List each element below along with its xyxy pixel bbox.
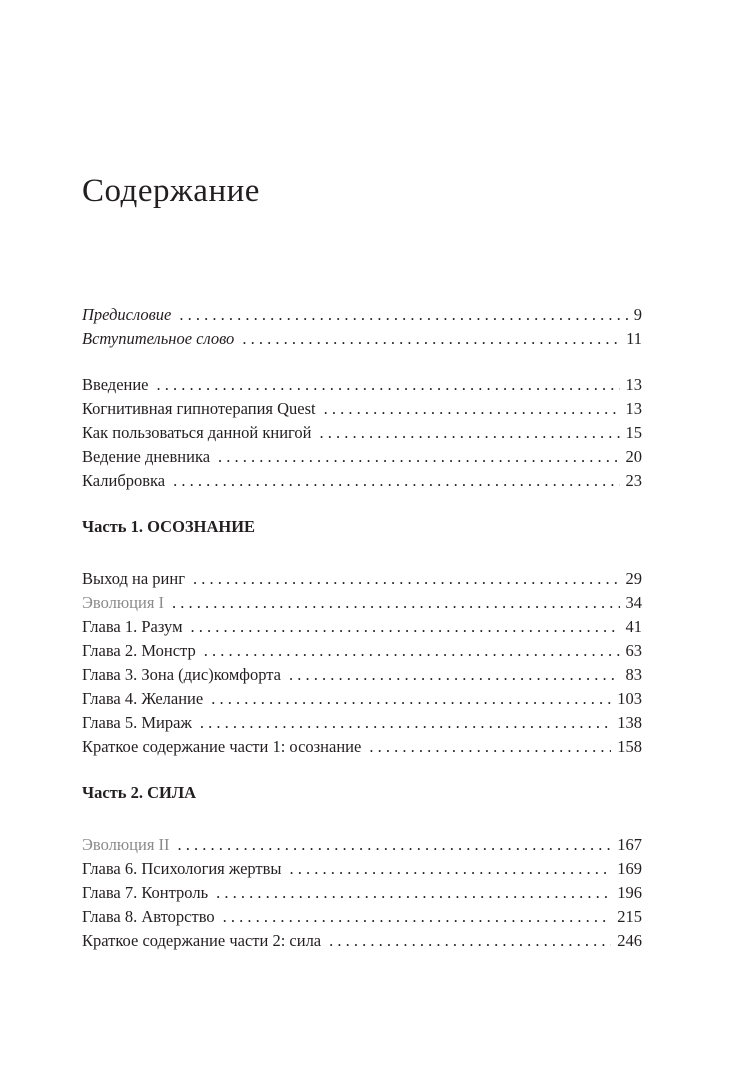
dot-leader xyxy=(173,469,619,493)
toc-entry-label: Эволюция II xyxy=(82,835,170,854)
dot-leader xyxy=(223,905,612,929)
dot-leader xyxy=(320,421,620,445)
toc-entry[interactable] xyxy=(82,591,642,615)
intro-list xyxy=(82,373,642,493)
page-title: Содержание xyxy=(82,173,260,209)
toc-entry-page: 167 xyxy=(617,835,642,854)
dot-leader xyxy=(211,687,611,711)
dot-leader xyxy=(204,639,620,663)
toc-entry-page: 13 xyxy=(625,399,642,418)
dot-leader xyxy=(216,881,611,905)
toc-entry-label: Выход на ринг xyxy=(82,569,185,588)
toc-entry-page: 169 xyxy=(617,859,642,878)
dot-leader xyxy=(369,735,611,759)
dot-leader xyxy=(289,663,620,687)
toc-entry-page: 29 xyxy=(625,569,642,588)
part-2-heading: Часть 2. СИЛА xyxy=(82,783,197,802)
toc-entry[interactable] xyxy=(82,929,642,953)
toc-entry[interactable] xyxy=(82,639,642,663)
toc-entry[interactable] xyxy=(82,711,642,735)
toc-entry-page: 9 xyxy=(633,305,642,324)
toc-entry-page: 103 xyxy=(617,689,642,708)
toc-entry-label: Глава 1. Разум xyxy=(82,617,183,636)
toc-entry[interactable] xyxy=(82,881,642,905)
toc-entry[interactable] xyxy=(82,615,642,639)
part-2-list xyxy=(82,833,642,953)
toc-entry-label: Краткое содержание части 1: осознание xyxy=(82,737,362,756)
toc-entry-page: 83 xyxy=(625,665,642,684)
dot-leader xyxy=(329,929,611,953)
dot-leader xyxy=(290,857,612,881)
toc-entry[interactable] xyxy=(82,469,642,493)
toc-entry-label: Глава 7. Контроль xyxy=(82,883,209,902)
dot-leader xyxy=(218,445,619,469)
dot-leader xyxy=(179,303,627,327)
toc-entry-label: Глава 8. Авторство xyxy=(82,907,215,926)
toc-entry-page: 246 xyxy=(617,931,642,950)
toc-entry-label: Когнитивная гипнотерапия Quest xyxy=(82,399,316,418)
toc-entry-page: 20 xyxy=(625,447,642,466)
toc-entry-label: Как пользоваться данной книгой xyxy=(82,423,312,442)
dot-leader xyxy=(324,397,620,421)
dot-leader xyxy=(193,567,620,591)
toc-entry[interactable] xyxy=(82,445,642,469)
toc-entry-label: Глава 3. Зона (дис)комфорта xyxy=(82,665,281,684)
front-matter-list xyxy=(82,303,642,351)
toc-entry-label: Предисловие xyxy=(82,305,172,324)
toc-entry[interactable] xyxy=(82,397,642,421)
dot-leader xyxy=(242,327,620,351)
toc-entry[interactable] xyxy=(82,663,642,687)
dot-leader xyxy=(172,591,619,615)
toc-entry-label: Калибровка xyxy=(82,471,166,490)
part-1-heading: Часть 1. ОСОЗНАНИЕ xyxy=(82,517,256,536)
toc-entry[interactable] xyxy=(82,327,642,351)
toc-entry[interactable] xyxy=(82,303,642,327)
toc-entry[interactable] xyxy=(82,735,642,759)
toc-entry[interactable] xyxy=(82,421,642,445)
toc-entry-label: Ведение дневника xyxy=(82,447,211,466)
toc-entry-page: 138 xyxy=(617,713,642,732)
toc-entry-page: 158 xyxy=(617,737,642,756)
table-of-contents xyxy=(82,303,642,953)
toc-entry-page: 41 xyxy=(625,617,642,636)
toc-entry-page: 15 xyxy=(625,423,642,442)
toc-entry-page: 13 xyxy=(625,375,642,394)
toc-entry-label: Глава 6. Психология жертвы xyxy=(82,859,282,878)
toc-entry-label: Введение xyxy=(82,375,149,394)
toc-entry-label: Глава 2. Монстр xyxy=(82,641,196,660)
toc-entry[interactable] xyxy=(82,857,642,881)
dot-leader xyxy=(200,711,611,735)
toc-entry-label: Вступительное слово xyxy=(82,329,235,348)
toc-entry[interactable] xyxy=(82,687,642,711)
toc-entry-page: 23 xyxy=(625,471,642,490)
dot-leader xyxy=(157,373,620,397)
toc-entry-page: 196 xyxy=(617,883,642,902)
toc-entry-label: Краткое содержание части 2: сила xyxy=(82,931,322,950)
toc-entry-label: Эволюция I xyxy=(82,593,165,612)
dot-leader xyxy=(178,833,612,857)
toc-entry-page: 11 xyxy=(626,329,642,348)
toc-entry-page: 34 xyxy=(625,593,642,612)
toc-entry[interactable] xyxy=(82,567,642,591)
toc-entry-label: Глава 5. Мираж xyxy=(82,713,192,732)
toc-entry-page: 63 xyxy=(625,641,642,660)
toc-entry[interactable] xyxy=(82,373,642,397)
part-1-list xyxy=(82,567,642,759)
toc-entry-page: 215 xyxy=(617,907,642,926)
toc-entry[interactable] xyxy=(82,905,642,929)
dot-leader xyxy=(191,615,620,639)
toc-entry[interactable] xyxy=(82,833,642,857)
toc-entry-label: Глава 4. Желание xyxy=(82,689,204,708)
